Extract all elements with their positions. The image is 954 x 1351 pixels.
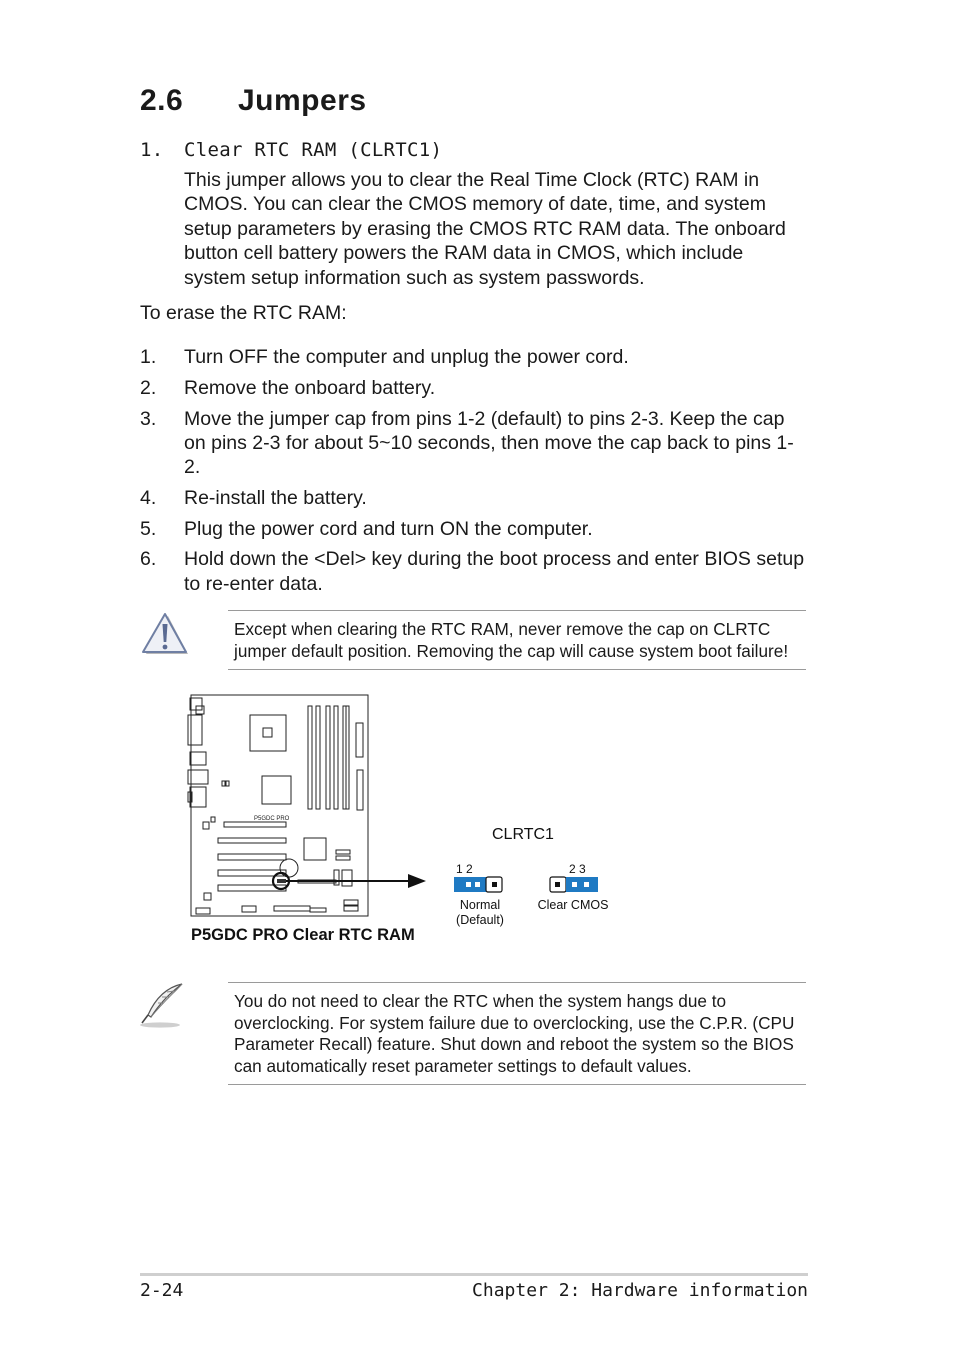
section-number: 2.6: [140, 84, 184, 117]
step-number: 2.: [140, 376, 157, 399]
step-number: 6.: [140, 548, 157, 571]
caution-text: Except when clearing the RTC RAM, never remove the cap on CLRTC jumper default position. Removing the cap will cause system boot failure!: [234, 619, 789, 661]
jumper-name-label: CLRTC1: [492, 826, 554, 843]
note-text: You do not need to clear the RTC when the system hangs due to overclocking. For system failure due to overclocking, use the C.P.R. (CPU Parameter Recall) feature. Shut down and reboot the system so the BIOS can automatically reset parameter settings to default values.: [234, 991, 795, 1076]
normal-pin-numbers: 1 2: [456, 862, 473, 876]
description-paragraph: This jumper allows you to clear the Real Time Clock (RTC) RAM in CMOS. You can clear the CMOS memory of date, time, and system setup parameters by erasing the CMOS RTC RAM data. The onboard button cell battery powers the RAM data in CMOS, which include system setup information such as system passwords.: [184, 169, 786, 289]
step-text: Turn OFF the computer and unplug the power cord.: [184, 346, 629, 368]
step-text: Remove the onboard battery.: [184, 376, 436, 399]
list-item: [140, 376, 805, 400]
clrtc1-jumper-diagram: [186, 690, 626, 950]
quill-note-icon: [138, 981, 188, 1029]
caution-box: [228, 610, 806, 670]
item-number: 1.: [140, 139, 164, 161]
chapter-title: Chapter 2: Hardware information: [472, 1280, 808, 1301]
jumper-clear-position: [550, 877, 598, 892]
diagram-caption: P5GDC PRO Clear RTC RAM: [191, 926, 415, 944]
list-item: [140, 486, 805, 510]
step-number: 1.: [140, 346, 157, 368]
board-model-label: P5GDC PRO: [254, 816, 290, 822]
step-number: 5.: [140, 517, 157, 540]
step-text: Move the jumper cap from pins 1-2 (default) to pins 2-3. Keep the cap on pins 2-3 for about 5~10 seconds, then move the cap back to pins 1-2.: [184, 407, 794, 478]
list-item: [140, 407, 805, 480]
footer-divider: [140, 1273, 808, 1276]
list-item: [140, 547, 805, 595]
item-title: Clear RTC RAM (CLRTC1): [184, 139, 443, 161]
page-number: 2-24: [140, 1280, 184, 1301]
clear-cmos-label: Clear CMOS: [537, 898, 609, 912]
normal-default-label: (Default): [456, 913, 504, 927]
normal-label: Normal: [459, 898, 501, 912]
step-number: 3.: [140, 407, 157, 430]
step-number: 4.: [140, 486, 157, 509]
arrow-head: [408, 874, 426, 888]
section-heading: [140, 84, 367, 118]
list-item: [140, 517, 805, 541]
clear-pin-numbers: 2 3: [569, 862, 586, 876]
section-title: Jumpers: [238, 84, 367, 117]
list-item: [140, 345, 805, 369]
steps-lead: To erase the RTC RAM:: [140, 302, 347, 324]
steps-list: [140, 345, 805, 602]
step-text: Plug the power cord and turn ON the computer.: [184, 517, 593, 540]
jumper-cap: [566, 877, 598, 892]
warning-icon: [140, 612, 192, 658]
step-text: Re-install the battery.: [184, 486, 367, 509]
item-heading: [140, 139, 442, 161]
step-text: Hold down the <Del> key during the boot process and enter BIOS setup to re-enter data.: [184, 548, 805, 595]
note-box: [228, 982, 806, 1085]
jumper-normal-position: [454, 877, 502, 892]
